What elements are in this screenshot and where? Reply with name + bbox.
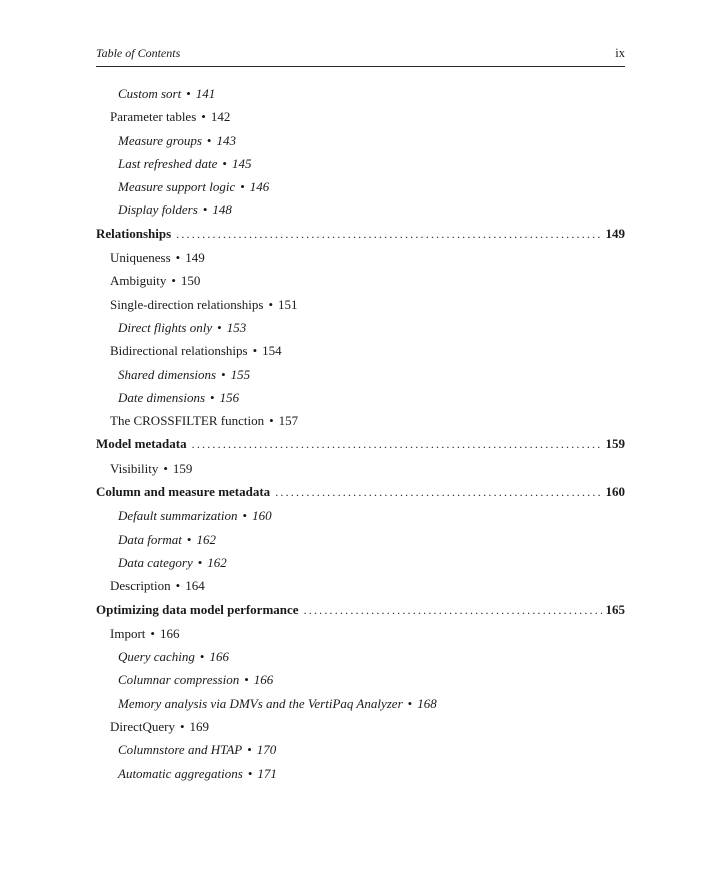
toc-entry-title: Optimizing data model performance bbox=[96, 601, 299, 617]
toc-entry bbox=[96, 457, 625, 480]
toc-entry-title: Direct flights only bbox=[118, 319, 213, 335]
toc-entry-page: 148 bbox=[212, 202, 232, 218]
bullet-separator: • bbox=[186, 86, 191, 101]
bullet-separator: • bbox=[186, 531, 192, 547]
toc-entry bbox=[96, 738, 625, 761]
toc-entry-page: 153 bbox=[226, 319, 247, 335]
bullet-separator: • bbox=[252, 343, 258, 359]
toc-entry-title: The CROSSFILTER function bbox=[110, 413, 265, 429]
dot-leader bbox=[192, 432, 602, 456]
bullet-separator: • bbox=[247, 765, 253, 781]
toc-entry-page: 165 bbox=[605, 601, 625, 617]
toc-entry-page: 171 bbox=[257, 765, 277, 781]
toc-entry-page: 146 bbox=[249, 179, 270, 195]
toc-entry-page: 156 bbox=[219, 389, 240, 405]
toc-entry-page: 154 bbox=[262, 343, 282, 359]
toc-entry-page: 151 bbox=[278, 296, 298, 312]
toc-entry-title: Measure groups bbox=[118, 132, 202, 148]
running-header-title: Table of Contents bbox=[96, 46, 181, 60]
toc-entry-title: Custom sort bbox=[118, 86, 182, 101]
toc-entry bbox=[96, 480, 625, 504]
toc-entry-title: Date dimensions bbox=[118, 389, 206, 405]
running-header bbox=[96, 46, 625, 61]
toc-entry bbox=[96, 129, 625, 152]
toc-entry-page: 149 bbox=[185, 250, 205, 266]
toc-entry-page: 162 bbox=[207, 554, 227, 570]
running-header-page-number: ix bbox=[615, 46, 625, 60]
bullet-separator: • bbox=[201, 109, 206, 125]
toc-entry bbox=[96, 386, 625, 409]
toc-entry-title: Data format bbox=[118, 531, 182, 547]
toc-entry-title: Column and measure metadata bbox=[96, 484, 271, 500]
bullet-separator: • bbox=[269, 413, 274, 429]
toc-entry-title: Ambiguity bbox=[110, 273, 167, 289]
toc-entry bbox=[96, 269, 625, 292]
toc-entry-page: 159 bbox=[605, 436, 625, 452]
bullet-separator: • bbox=[163, 460, 168, 476]
bullet-separator: • bbox=[197, 554, 203, 570]
bullet-separator: • bbox=[240, 179, 245, 195]
toc-entry-page: 170 bbox=[256, 742, 277, 758]
toc-entry-title: Last refreshed date bbox=[118, 155, 218, 171]
toc-entry-page: 166 bbox=[209, 649, 229, 665]
toc-entry bbox=[96, 504, 625, 527]
bullet-separator: • bbox=[242, 508, 248, 524]
toc-entry bbox=[96, 668, 625, 691]
bullet-separator: • bbox=[221, 366, 226, 382]
toc-entry-title: Columnar compression bbox=[118, 672, 240, 688]
toc-entry-title: Default summarization bbox=[118, 508, 238, 524]
toc-entry-page: 141 bbox=[195, 86, 216, 101]
dot-leader bbox=[275, 480, 601, 504]
toc-entry-page: 164 bbox=[185, 578, 205, 594]
toc-entry-page: 142 bbox=[210, 109, 231, 125]
bullet-separator: • bbox=[210, 389, 215, 405]
toc-entry-title: Description bbox=[110, 578, 171, 594]
toc-entry-page: 169 bbox=[189, 719, 210, 735]
toc-entry bbox=[96, 293, 625, 316]
toc-entry bbox=[96, 339, 625, 362]
toc-entry bbox=[96, 152, 625, 175]
toc-entry-page: 155 bbox=[230, 366, 251, 382]
header-rule bbox=[96, 66, 625, 67]
toc-entry bbox=[96, 409, 625, 432]
toc-entry-page: 143 bbox=[216, 132, 236, 148]
toc-entry-page: 145 bbox=[231, 155, 252, 171]
toc-entry-title: Single-direction relationships bbox=[110, 296, 264, 312]
toc-entry-page: 157 bbox=[278, 413, 299, 429]
bullet-separator: • bbox=[407, 695, 413, 711]
toc-entry-title: Relationships bbox=[96, 225, 172, 241]
bullet-separator: • bbox=[175, 578, 181, 594]
toc-entry-title: Import bbox=[110, 625, 146, 641]
bullet-separator: • bbox=[171, 273, 176, 289]
toc-entry-title: Model metadata bbox=[96, 436, 187, 452]
toc-entry bbox=[96, 222, 625, 246]
bullet-separator: • bbox=[244, 672, 249, 688]
toc-entry-page: 166 bbox=[159, 625, 180, 641]
toc-entry bbox=[96, 246, 625, 269]
toc-entry bbox=[96, 316, 625, 339]
toc-entry-title: Uniqueness bbox=[110, 250, 171, 266]
toc-entry-title: Memory analysis via DMVs and the VertiPaq Analyzer bbox=[118, 695, 403, 711]
toc-entry bbox=[96, 551, 625, 574]
bullet-separator: • bbox=[202, 202, 208, 218]
toc-entry-title: Parameter tables bbox=[110, 109, 197, 125]
toc-entry-page: 160 bbox=[252, 508, 272, 524]
toc-entry bbox=[96, 363, 625, 386]
bullet-separator: • bbox=[206, 132, 212, 148]
toc-entry bbox=[96, 82, 625, 105]
toc-entry-title: Display folders bbox=[118, 202, 198, 218]
toc-entry-page: 149 bbox=[605, 225, 625, 241]
toc-entry-title: Query caching bbox=[118, 649, 195, 665]
toc-entry bbox=[96, 622, 625, 645]
toc-entry-title: Shared dimensions bbox=[118, 366, 217, 382]
toc-entry bbox=[96, 528, 625, 551]
toc-entry bbox=[96, 198, 625, 221]
toc-entry-page: 150 bbox=[180, 273, 201, 289]
toc-entry bbox=[96, 692, 625, 715]
toc-entry bbox=[96, 645, 625, 668]
bullet-separator: • bbox=[247, 742, 252, 758]
toc-entry-title: Automatic aggregations bbox=[118, 765, 243, 781]
toc-entry bbox=[96, 715, 625, 738]
toc-entry bbox=[96, 762, 625, 785]
toc-entry-page: 162 bbox=[196, 531, 216, 547]
toc-entry bbox=[96, 574, 625, 597]
toc-entry-title: Columnstore and HTAP bbox=[118, 742, 243, 758]
toc-entry bbox=[96, 175, 625, 198]
toc-entry-page: 168 bbox=[417, 695, 437, 711]
toc-entry-title: DirectQuery bbox=[110, 719, 175, 735]
bullet-separator: • bbox=[222, 155, 227, 171]
toc-entry-title: Data category bbox=[118, 554, 193, 570]
bullet-separator: • bbox=[179, 719, 185, 735]
toc-entry bbox=[96, 105, 625, 128]
bullet-separator: • bbox=[150, 625, 155, 641]
dot-leader bbox=[176, 222, 601, 246]
toc-entry-page: 159 bbox=[172, 460, 193, 476]
toc-entries bbox=[96, 82, 625, 785]
toc-entry-page: 160 bbox=[605, 484, 625, 500]
bullet-separator: • bbox=[199, 649, 205, 665]
toc-entry-title: Visibility bbox=[110, 460, 159, 476]
dot-leader bbox=[304, 598, 602, 622]
bullet-separator: • bbox=[175, 250, 181, 266]
toc-entry-title: Measure support logic bbox=[118, 179, 236, 195]
bullet-separator: • bbox=[268, 296, 274, 312]
toc-entry-title: Bidirectional relationships bbox=[110, 343, 248, 359]
toc-entry bbox=[96, 598, 625, 622]
toc-entry-page: 166 bbox=[253, 672, 274, 688]
toc-entry bbox=[96, 432, 625, 456]
bullet-separator: • bbox=[217, 319, 222, 335]
